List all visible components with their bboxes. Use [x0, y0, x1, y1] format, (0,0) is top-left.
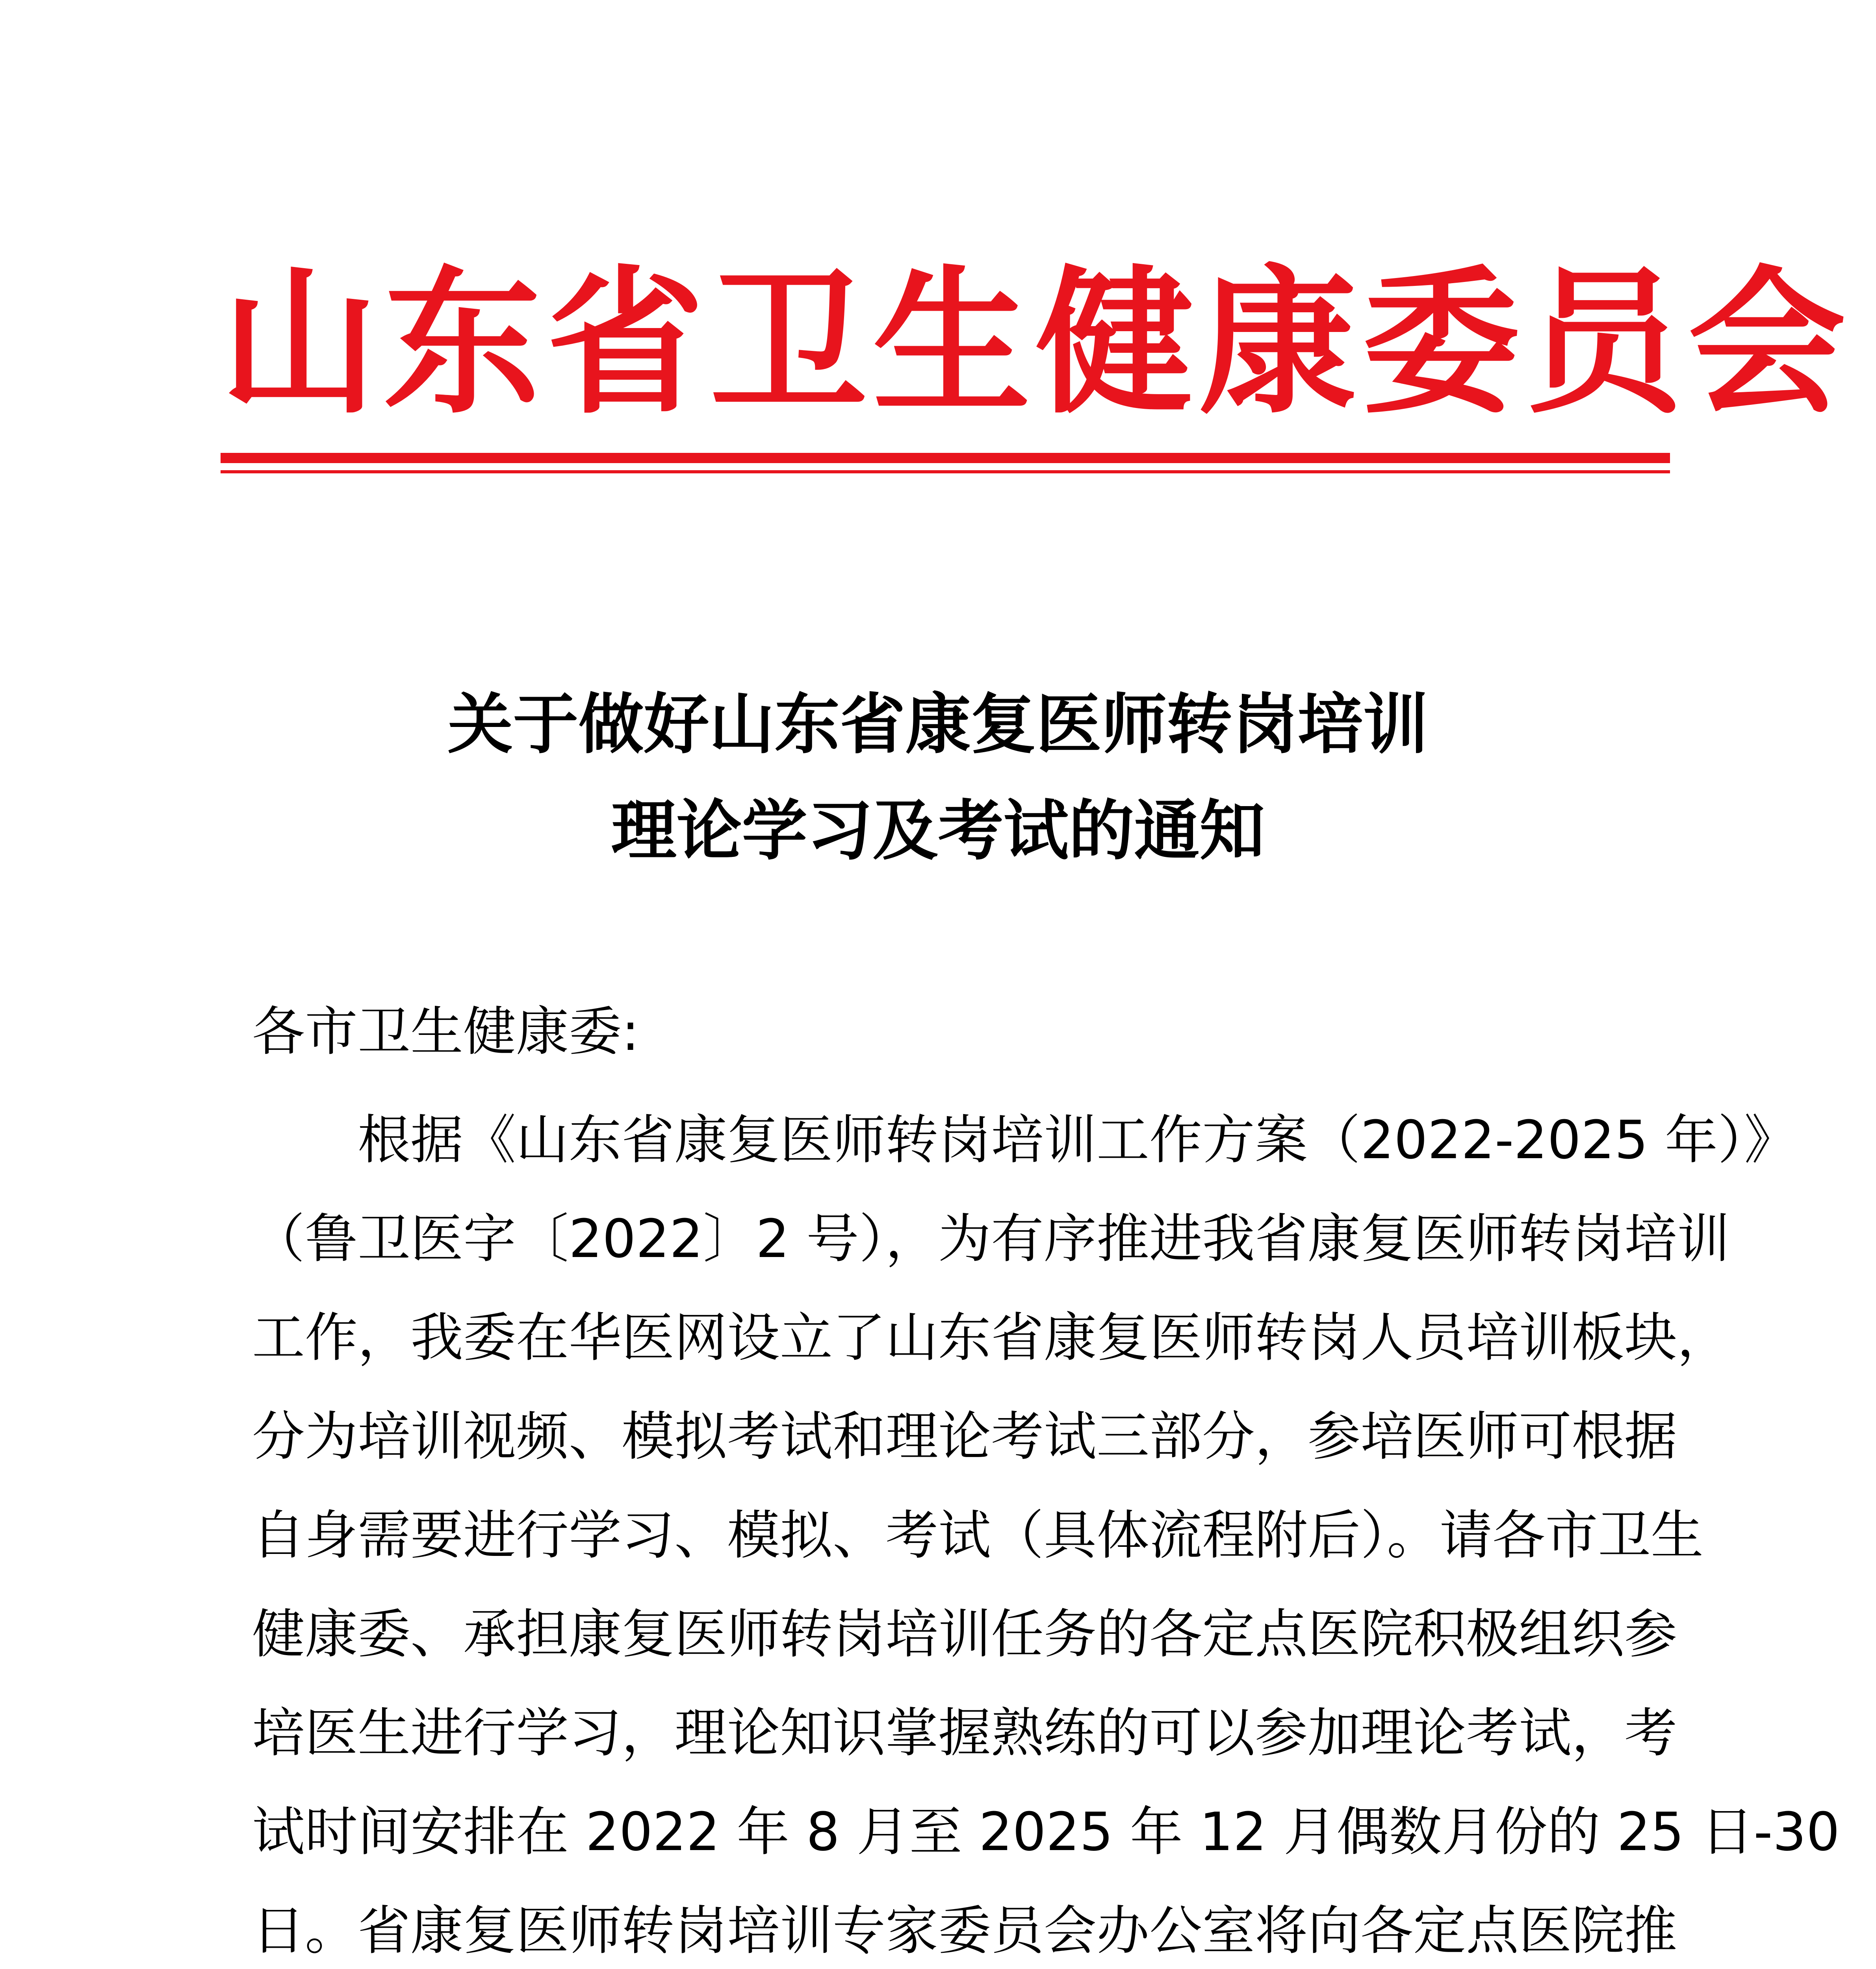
- body-line: 培医生进行学习，理论知识掌握熟练的可以参加理论考试，考: [252, 1702, 1677, 1764]
- body-line: 分为培训视频、模拟考试和理论考试三部分，参培医师可根据: [252, 1406, 1677, 1467]
- body-line: 自身需要进行学习、模拟、考试（具体流程附后）。请各市卫生: [252, 1505, 1704, 1566]
- body-line: （鲁卫医字〔2022〕2 号），为有序推进我省康复医师转岗培训: [252, 1208, 1730, 1270]
- masthead-red-rule-thick: [221, 453, 1670, 463]
- body-line: 健康委、承担康复医师转岗培训任务的各定点医院积极组织参: [252, 1604, 1677, 1665]
- notice-title-line-2: 理论学习及考试的通知: [611, 792, 1265, 869]
- notice-body-paragraph: [252, 1091, 1840, 1969]
- salutation: 各市卫生健康委:: [252, 1001, 640, 1062]
- masthead-agency-name: 山东省卫生健康委员会: [221, 250, 1851, 435]
- notice-title-line-1: 关于做好山东省康复医师转岗培训: [447, 686, 1429, 763]
- body-line: 试时间安排在 2022 年 8 月至 2025 年 12 月偶数月份的 25 日-30: [252, 1801, 1840, 1863]
- body-line: 日。省康复医师转岗培训专家委员会办公室将向各定点医院推: [252, 1900, 1677, 1962]
- body-line: 根据《山东省康复医师转岗培训工作方案（2022-2025 年）》: [358, 1109, 1797, 1171]
- masthead-red-rule-thin: [221, 470, 1670, 473]
- body-line: 工作，我委在华医网设立了山东省康复医师转岗人员培训板块，: [252, 1307, 1730, 1368]
